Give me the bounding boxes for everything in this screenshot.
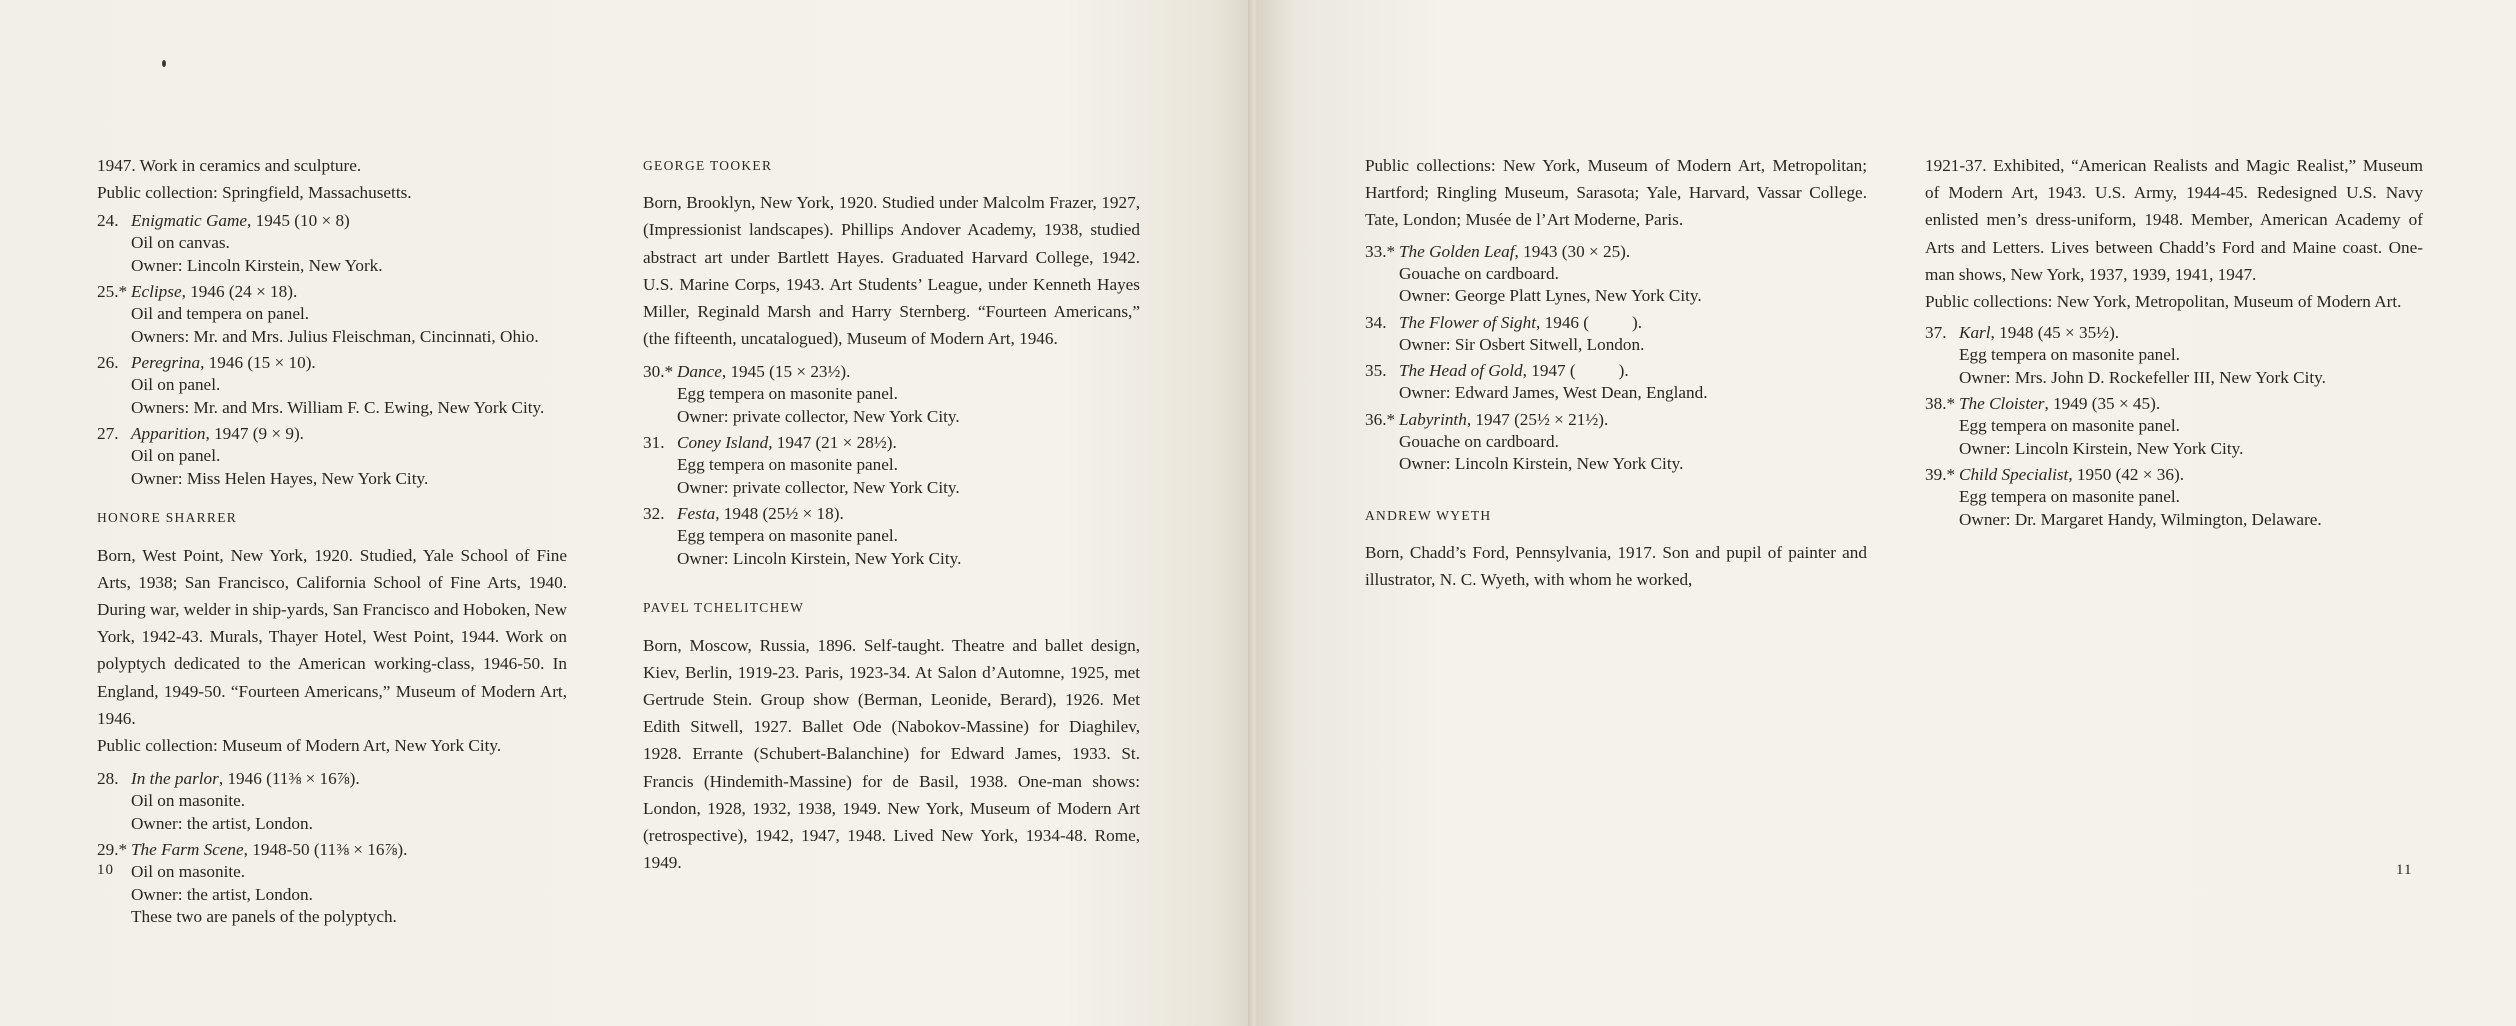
entry-medium: Gouache on cardboard. [1399, 263, 1559, 283]
entry-owner: Owner: Edward James, West Dean, England. [1399, 383, 1708, 403]
right-column-1 [1365, 152, 1867, 593]
entry-title: The Farm Scene [131, 840, 244, 860]
entry-medium: Gouache on cardboard. [1399, 431, 1559, 451]
catalog-entry [1365, 359, 1867, 405]
entry-title: In the parlor [131, 769, 219, 789]
entry-medium: Oil on masonite. [131, 862, 246, 882]
entry-owner: Owners: Mr. and Mrs. Julius Fleischman, Cincinnati, Ohio. [131, 326, 539, 346]
catalog-entry [643, 502, 1140, 570]
catalog-entry [1925, 392, 2423, 460]
catalog-entry [97, 422, 567, 490]
entry-medium: Oil on canvas. [131, 233, 230, 253]
entry-details: , 1946 (15 × 10). [200, 353, 316, 373]
catalog-entry [1925, 321, 2423, 389]
catalog-entry [97, 209, 567, 277]
entry-medium: Oil on panel. [131, 375, 221, 395]
entry-owner: Owner: Lincoln Kirstein, New York City. [1399, 454, 1684, 474]
entry-note: These two are panels of the polyptych. [131, 907, 397, 927]
left-column-2 [643, 152, 1140, 876]
artist-biography: 1921-37. Exhibited, “American Realists and Magic Realist,” Museum of Modern Art, 1943. U.S. Army, 1944-45. Redesigned U.S. Navy enlisted men’s dress-uniform, 1948. Member, American Academy of Arts and Letters. Lives between Chadd’s Ford and Maine coast. One-man shows, New York, 1937, 1939, 1941, 1947. [1925, 156, 2423, 284]
catalog-entry [1365, 408, 1867, 476]
entry-owner: Owners: Mr. and Mrs. William F. C. Ewing, New York City. [131, 397, 545, 417]
entry-number: 27. [97, 424, 119, 444]
entry-medium: Egg tempera on masonite panel. [677, 526, 898, 546]
entry-details: , 1943 (30 × 25). [1514, 241, 1631, 261]
entry-owner: Owner: Miss Helen Hayes, New York City. [131, 468, 429, 488]
entry-title: Karl [1959, 323, 1991, 343]
entry-details: , 1948 (25½ × 18). [715, 504, 844, 524]
artist-biography: Born, West Point, New York, 1920. Studied, Yale School of Fine Arts, 1938; San Francisco, California School of Fine Arts, 1940. During war, welder in ship-yards, San Francisco and Hoboken, New York, 1942-43. Murals, Thayer Hotel, West Point, 1944. Work on polyptych dedicated to the American working-class, 1946-50. In England, 1949-50. “Fourteen Americans,” Museum of Modern Art, 1946. [97, 545, 567, 728]
entry-medium: Egg tempera on masonite panel. [677, 384, 898, 404]
entry-owner: Owner: Sir Osbert Sitwell, London. [1399, 334, 1645, 354]
catalog-entry [97, 838, 567, 929]
entry-number: 38.* [1925, 394, 1956, 414]
artist-biography: Born, Moscow, Russia, 1896. Self-taught. Theatre and ballet design, Kiev, Berlin, 1919-23. Paris, 1923-34. At Salon d’Automne, 1925, met Gertrude Stein. Group show (Berman, Leonide, Berard), 1926. Met Edith Sitwell, 1927. Ballet Ode (Nabokov-Massine) for Diaghilev, 1928. Errante (Schubert-Balanchine) for Edward James, 1933. St. Francis (Hindemith-Massine) for de Basil, 1938. One-man shows: London, 1928, 1932, 1938, 1949. New York, Museum of Modern Art (retrospective), 1942, 1947, 1948. Lived New York, 1934-48. Rome, 1949. [643, 635, 1140, 873]
entry-medium: Oil and tempera on panel. [131, 304, 310, 324]
entry-details: , 1947 ( ). [1522, 361, 1629, 381]
entry-owner: Owner: the artist, London. [131, 813, 313, 833]
entry-title: Apparition [131, 424, 206, 444]
entry-title: The Golden Leaf [1399, 241, 1515, 261]
catalog-entry [1365, 311, 1867, 357]
public-collections: Public collections: New York, Museum of Modern Art, Metropolitan; Hartford; Ringling Museum, Sarasota; Yale, Harvard, Vassar College. Tate, London; Musée de l’Art Moderne, Paris. [1365, 156, 1867, 230]
entry-number: 24. [97, 211, 119, 231]
left-page [0, 0, 1250, 1026]
entry-number: 34. [1365, 312, 1387, 332]
entry-title: Child Specialist [1959, 465, 2069, 485]
entry-owner: Owner: private collector, New York City. [677, 406, 960, 426]
entry-owner: Owner: Lincoln Kirstein, New York City. [1959, 438, 2244, 458]
entry-title: Labyrinth [1399, 409, 1467, 429]
catalog-entry [643, 431, 1140, 499]
entry-medium: Oil on masonite. [131, 791, 246, 811]
entry-number: 29.* [97, 840, 128, 860]
entry-number: 32. [643, 504, 665, 524]
entry-number: 33.* [1365, 241, 1396, 261]
entry-details: , 1948 (45 × 35½). [1990, 323, 2120, 343]
entry-details: , 1947 (25½ × 21½). [1466, 409, 1609, 429]
entry-details: , 1946 (11⅜ × 16⅞). [218, 769, 360, 789]
entry-owner: Owner: private collector, New York City. [677, 477, 960, 497]
entry-title: Peregrina [131, 353, 201, 373]
entry-medium: Egg tempera on masonite panel. [677, 455, 898, 475]
entry-title: Enigmatic Game [131, 211, 247, 231]
public-collection: Public collection: Museum of Modern Art, New York City. [97, 736, 502, 756]
entry-title: The Cloister [1959, 394, 2045, 414]
left-column-1 [97, 152, 567, 929]
entry-medium: Oil on panel. [131, 446, 221, 466]
artist-biography: Born, Brooklyn, New York, 1920. Studied under Malcolm Frazer, 1927, (Impressionist landscapes). Phillips Andover Academy, 1938, studied abstract art under Bartlett Hayes. Graduated Harvard College, 1942. U.S. Marine Corps, 1943. Art Students’ League, under Kenneth Hayes Miller, Reginald Marsh and Harry Sternberg. “Fourteen Americans,” (the fifteenth, uncatalogued), Museum of Modern Art, 1946. [643, 193, 1140, 349]
entry-owner: Owner: Mrs. John D. Rockefeller III, New York City. [1959, 367, 2326, 387]
catalog-entry [1365, 240, 1867, 308]
entry-number: 28. [97, 769, 119, 789]
entry-details: , 1945 (15 × 23½). [721, 362, 851, 382]
entry-details: , 1946 (24 × 18). [181, 282, 298, 302]
artist-biography: Born, Chadd’s Ford, Pennsylvania, 1917. Son and pupil of painter and illustrator, N. C. Wyeth, with whom he worked, [1365, 542, 1867, 590]
entry-owner: Owner: Lincoln Kirstein, New York City. [677, 548, 962, 568]
text-line: 1947. Work in ceramics and sculpture. [97, 156, 362, 175]
entry-title: The Flower of Sight [1399, 312, 1537, 332]
artist-heading: HONORE SHARRER [97, 510, 238, 526]
right-column-2 [1925, 152, 2423, 531]
entry-details: , 1948-50 (11⅜ × 16⅞). [243, 840, 408, 860]
entry-medium: Egg tempera on masonite panel. [1959, 487, 2180, 507]
entry-details: , 1947 (9 × 9). [205, 424, 304, 444]
artist-heading: GEORGE TOOKER [643, 158, 773, 173]
entry-number: 39.* [1925, 465, 1956, 485]
entry-number: 26. [97, 353, 119, 373]
entry-title: Festa [677, 504, 716, 524]
entry-number: 31. [643, 433, 665, 453]
artist-heading: ANDREW WYETH [1365, 507, 1492, 523]
entry-title: Dance [677, 362, 722, 382]
entry-number: 37. [1925, 323, 1947, 343]
entry-details: , 1949 (35 × 45). [2044, 394, 2161, 414]
entry-title: Coney Island [677, 433, 769, 453]
entry-medium: Egg tempera on masonite panel. [1959, 416, 2180, 436]
text-line: Public collection: Springfield, Massachusetts. [97, 183, 412, 203]
entry-details: , 1947 (21 × 28½). [768, 433, 897, 453]
public-collections: Public collections: New York, Metropolitan, Museum of Modern Art. [1925, 292, 2402, 312]
artist-heading: PAVEL TCHELITCHEW [643, 600, 805, 616]
page-number: 11 [2396, 862, 2413, 878]
entry-details: , 1950 (42 × 36). [2068, 465, 2184, 485]
entry-owner: Owner: George Platt Lynes, New York City. [1399, 286, 1702, 306]
ink-speck [162, 60, 166, 67]
entry-number: 35. [1365, 361, 1387, 381]
catalog-entry [643, 360, 1140, 428]
entry-number: 30.* [643, 362, 674, 382]
entry-owner: Owner: Lincoln Kirstein, New York. [131, 255, 383, 275]
catalog-entry [1925, 463, 2423, 531]
entry-title: Eclipse [131, 282, 182, 302]
right-page [1258, 0, 2516, 1026]
catalog-entry [97, 280, 567, 348]
entry-owner: Owner: Dr. Margaret Handy, Wilmington, Delaware. [1959, 509, 2322, 529]
entry-details: , 1945 (10 × 8) [247, 211, 350, 231]
catalog-entry [97, 767, 567, 835]
entry-owner: Owner: the artist, London. [131, 884, 313, 904]
catalog-entry [97, 351, 567, 419]
entry-title: The Head of Gold [1399, 361, 1523, 381]
entry-number: 25.* [97, 282, 128, 302]
entry-medium: Egg tempera on masonite panel. [1959, 345, 2180, 365]
entry-number: 36.* [1365, 409, 1396, 429]
page-number: 10 [97, 862, 114, 878]
entry-details: , 1946 ( ). [1536, 312, 1643, 332]
